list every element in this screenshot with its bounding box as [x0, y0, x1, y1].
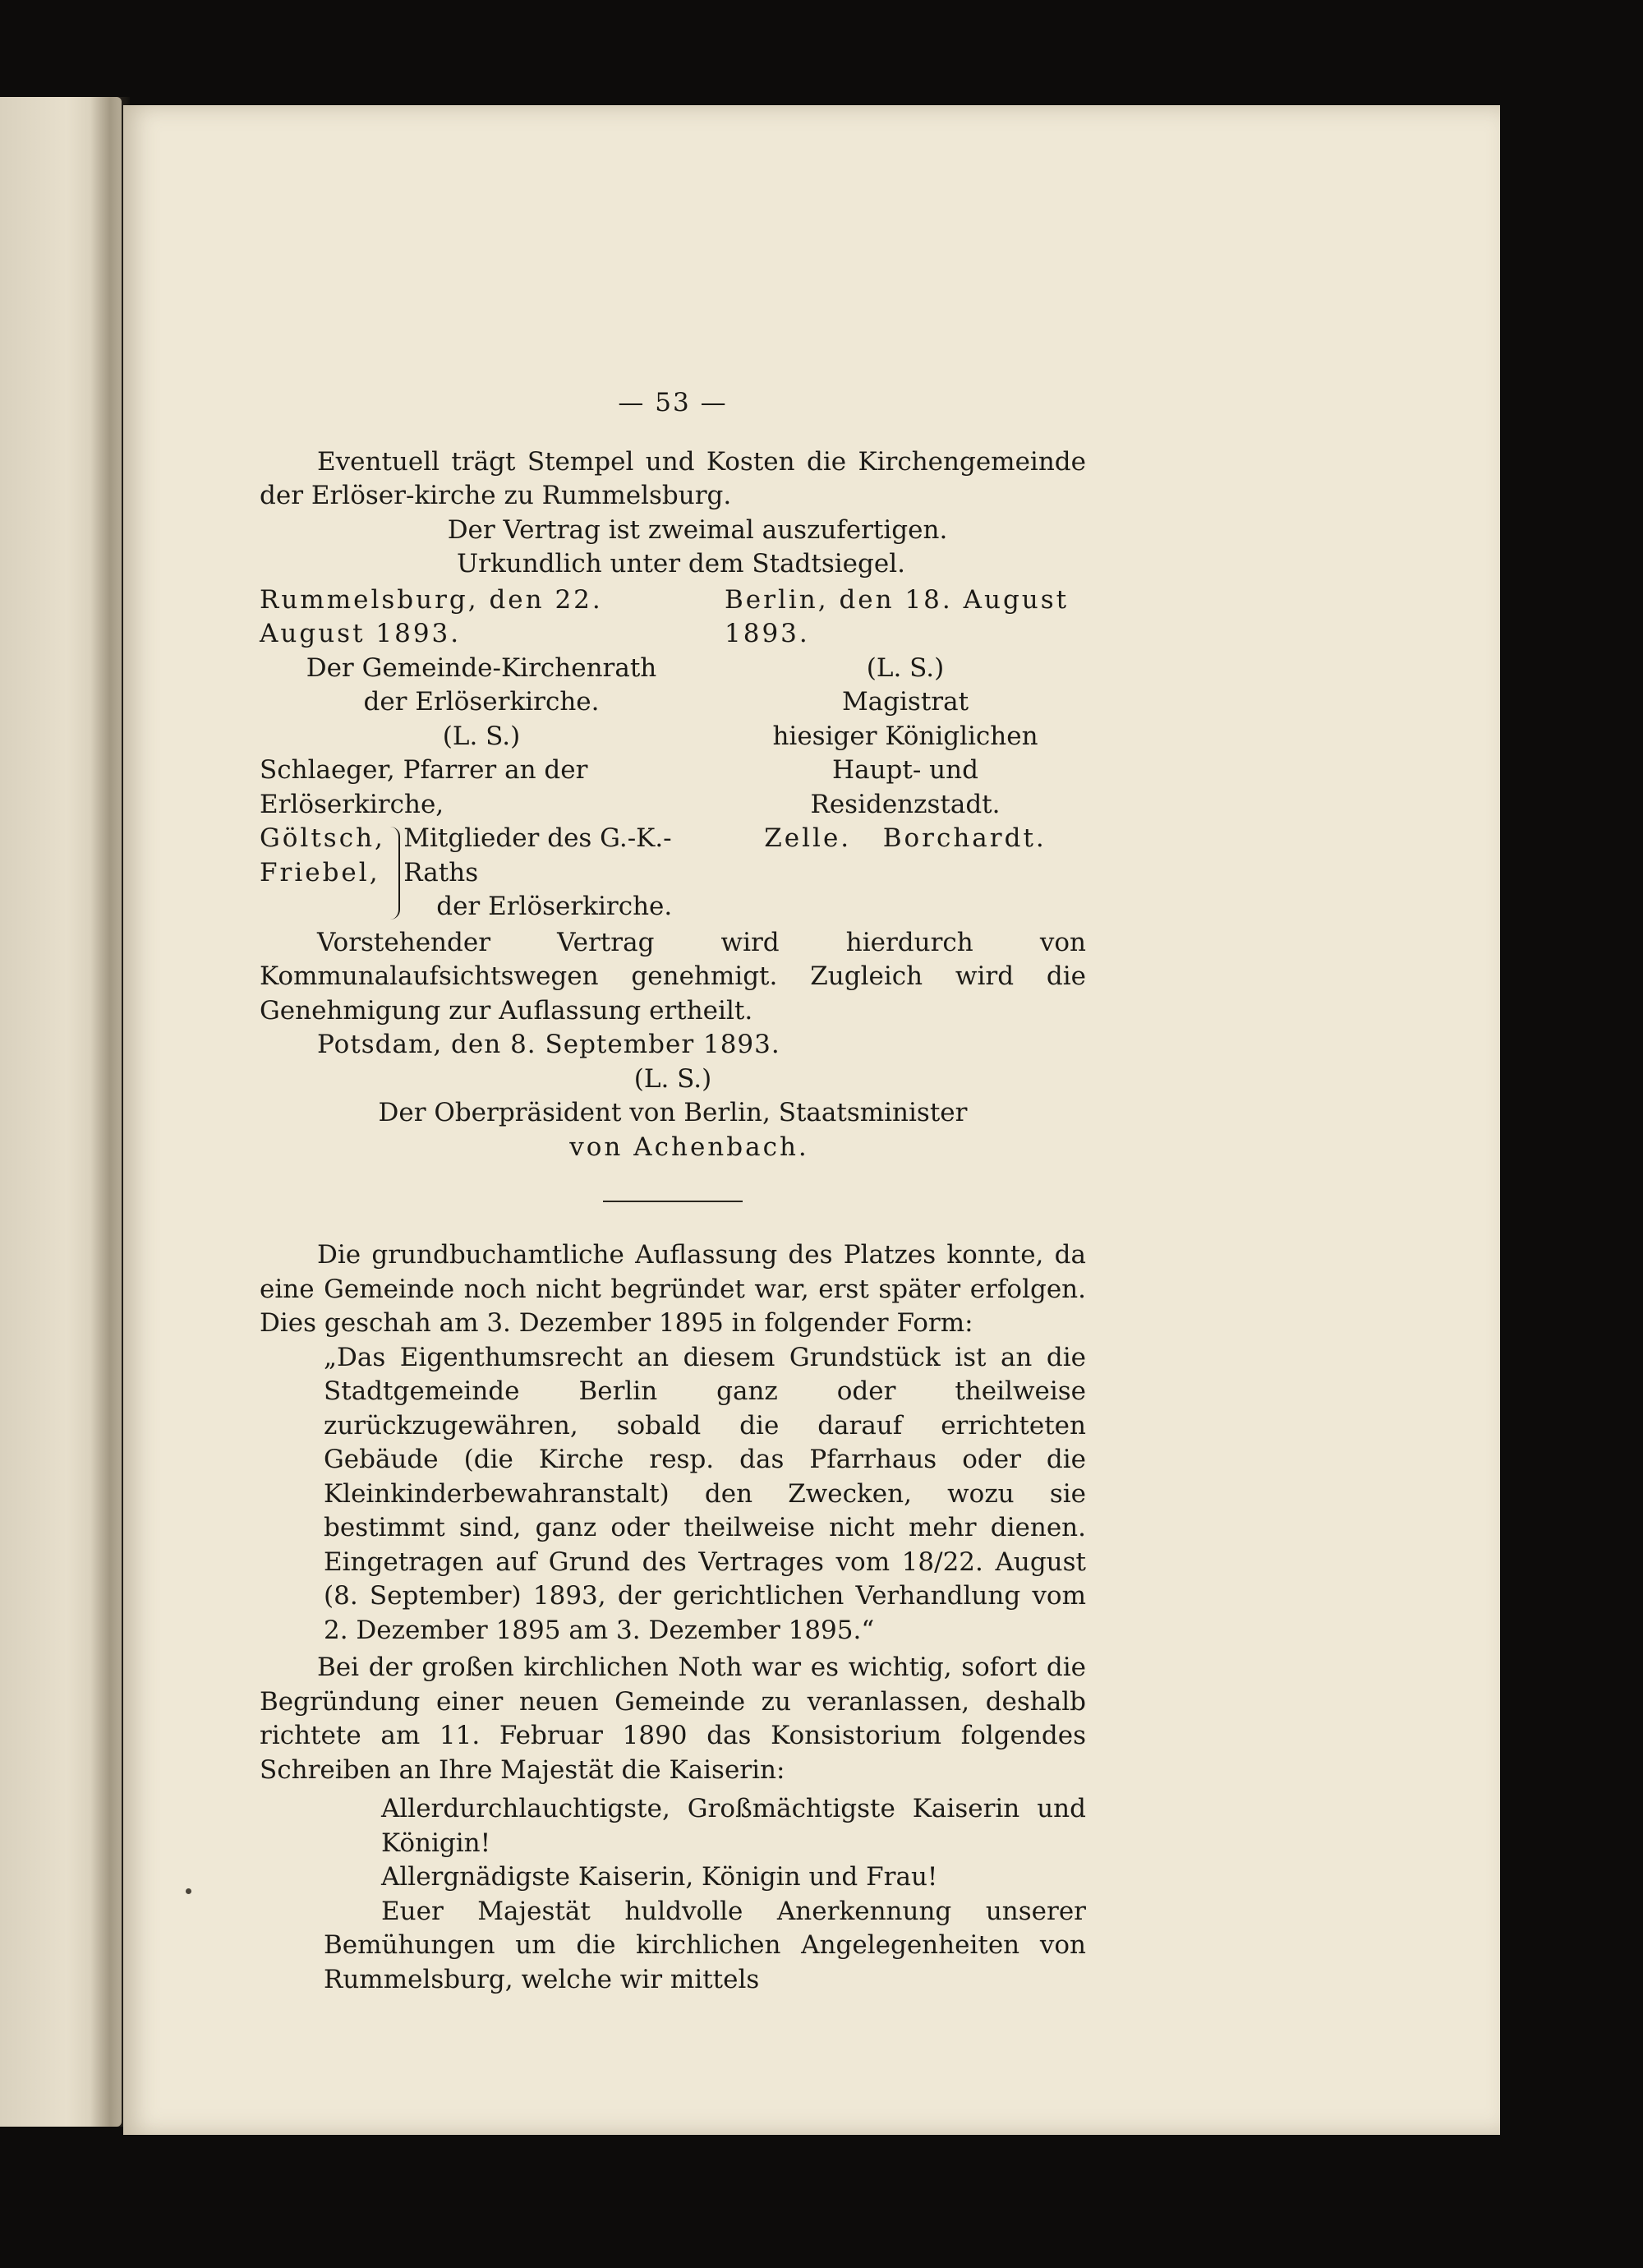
member-goeltsch: Göltsch,: [260, 823, 385, 853]
potsdam-date: Potsdam, den 8. September 1893.: [317, 1030, 780, 1059]
left-church: der Erlöserkirche.: [363, 687, 600, 717]
letter-body: [260, 1895, 1086, 1998]
paragraph-land-transfer: Die grundbuchamtliche Auflassung des Platzes konnte, da eine Gemeinde noch nicht begründet war, erst später erfolgen. Dies geschah am 3. Dezember 1895 in folgender Form:: [260, 1240, 1086, 1338]
signature-right-column: [725, 583, 1086, 924]
section-divider: [603, 1201, 743, 1202]
quote-text: „Das Eigenthumsrecht an diesem Grundstück ist an die Stadtgemeinde Berlin ganz oder theilweise zurückzugewähren, sobald die darauf errichteten Gebäude (die Kirche resp. das Pfarrhaus oder die Kleinkinderbewahranstalt) den Zwecken, wozu sie bestimmt sind, ganz oder theilweise nicht mehr dienen. Eingetragen auf Grund des Vertrages vom 18/22. August (8. September) 1893, der gerichtlichen Verhandlung vom 2. Dezember 1895 am 3. Dezember 1895.“: [324, 1342, 1086, 1645]
contract-copies-line: Der Vertrag ist zweimal auszufertigen.: [447, 514, 948, 545]
left-pastor: Schlaeger, Pfarrer an der Erlöserkirche,: [260, 755, 588, 819]
right-place-date: Berlin, den 18. August 1893.: [725, 584, 1070, 648]
member-friebel: Friebel,: [260, 857, 380, 887]
paper-speck: [186, 1888, 191, 1894]
right-signers: Zelle. Borchardt.: [764, 823, 1047, 853]
president-name: von Achenbach.: [569, 1132, 809, 1162]
right-city-line1: hiesiger Königlichen Haupt- und: [772, 721, 1038, 785]
members-role: Mitglieder des G.-K.-Raths: [403, 823, 672, 887]
left-seal: (L. S.): [442, 721, 521, 751]
president-line: Der Oberpräsident von Berlin, Staatsminister: [378, 1098, 968, 1127]
brace: [383, 827, 400, 920]
address-line-1: Allerdurchlauchtigste, Großmächtigste Kaiserin und Königin!: [381, 1794, 1086, 1858]
signature-left-column: [260, 583, 703, 924]
members-church: der Erlöserkirche.: [436, 892, 673, 921]
quoted-entry: [260, 1341, 1086, 1648]
member-roles: [403, 822, 703, 924]
paragraph-need: Bei der großen kirchlichen Noth war es wichtig, sofort die Begründung einer neuen Gemeinde zu veranlassen, deshalb richtete am 11. Februar 1890 das Konsistorium folgendes Schreiben an Ihre Majestät die Kaiserin:: [260, 1653, 1086, 1785]
paragraph-costs: Eventuell trägt Stempel und Kosten die Kirchengemeinde der Erlöser-kirche zu Rummelsburg.: [260, 446, 1086, 510]
letter-address: [260, 1792, 1086, 1895]
paragraph-approval: Vorstehender Vertrag wird hierdurch von Kommunalaufsichtswegen genehmigt. Zugleich wird die Genehmigung zur Auflassung ertheilt.: [260, 927, 1086, 1026]
left-place-date: Rummelsburg, den 22. August 1893.: [260, 584, 603, 648]
page-text: [260, 386, 1086, 1997]
right-magistrat: Magistrat: [841, 687, 969, 717]
right-city-line2: Residenzstadt.: [810, 789, 1001, 819]
left-council: Der Gemeinde-Kirchenrath: [306, 652, 657, 683]
right-seal: (L. S.): [866, 652, 945, 683]
address-line-2: Allergnädigste Kaiserin, Königin und Frau!: [381, 1862, 938, 1892]
member-names: [260, 822, 383, 924]
page-number: — 53 —: [618, 388, 728, 417]
letter-start: Euer Majestät huldvolle Anerkennung unserer Bemühungen um die kirchlichen Angelegenheiten von Rummelsburg, welche wir mittels: [324, 1896, 1086, 1994]
potsdam-seal: (L. S.): [633, 1063, 712, 1094]
seal-line: Urkundlich unter dem Stadtsiegel.: [457, 549, 905, 579]
signature-block: [260, 583, 1086, 924]
left-members: [260, 822, 703, 924]
